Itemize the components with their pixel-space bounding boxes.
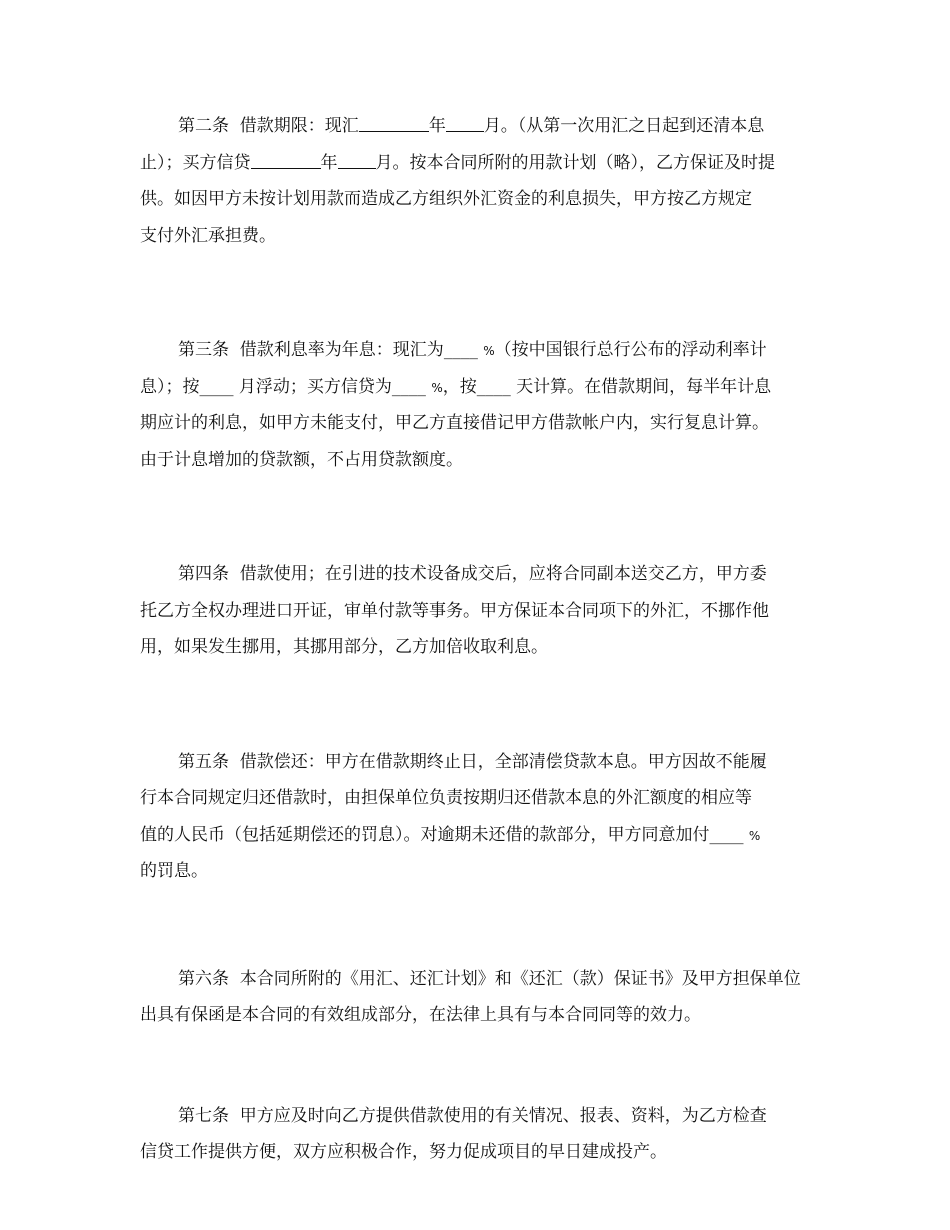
article-5-line-3: 值的人民币（包括延期偿还的罚息）。对逾期未还借的款部分，甲方同意加付____ % — [140, 824, 761, 845]
blank-field: ____ — [476, 376, 511, 397]
blank-field: ____ — [391, 376, 426, 397]
blank-field — [338, 150, 376, 169]
blank-field — [251, 150, 321, 169]
blank-field — [446, 113, 484, 132]
article-7-line-1: 第七条 甲方应及时向乙方提供借款使用的有关情况、报表、资料，为乙方检查 — [178, 1105, 767, 1126]
article-7 — [140, 1098, 812, 1171]
article-4-line-2: 托乙方全权办理进口开证，审单付款等事务。甲方保证本合同项下的外汇，不挪作他 — [140, 600, 769, 621]
article-4 — [140, 556, 812, 666]
blank-field — [359, 113, 429, 132]
article-4-line-1: 第四条 借款使用；在引进的技术设备成交后，应将合同副本送交乙方，甲方委 — [178, 564, 767, 584]
article-2 — [140, 108, 812, 254]
article-5-line-4: 的罚息。 — [140, 861, 208, 881]
blank-field: ____ — [443, 340, 478, 360]
article-2-line-3: 供。如因甲方未按计划用款而造成乙方组织外汇资金的利息损失，甲方按乙方规定 — [140, 189, 752, 209]
article-6-line-2: 出具有保函是本合同的有效组成部分，在法律上具有与本合同同等的效力。 — [140, 1005, 701, 1025]
percent-sign: % — [483, 344, 495, 358]
article-2-line-2: 止）；买方信贷 年 月。按本合同所附的用款计划（略），乙方保证及时提 — [140, 145, 812, 182]
article-2-line-1: 第二条 借款期限：现汇 年 月。（从第一次用汇之日起到还清本息 — [140, 108, 812, 145]
article-4-line-3: 用，如果发生挪用，其挪用部分，乙方加倍收取利息。 — [140, 637, 548, 657]
article-3-line-2: 息）；按____ 月浮动；买方信贷为____ %，按____ 天计算。在借款期间，每半年计息 — [140, 376, 772, 397]
article-7-line-2: 信贷工作提供方便，双方应积极合作，努力促成项目的早日建成投产。 — [140, 1142, 667, 1162]
article-6 — [140, 961, 812, 1034]
contract-page — [140, 108, 812, 1171]
percent-sign: % — [748, 828, 761, 843]
article-5-line-2: 行本合同规定归还借款时，由担保单位负责按期归还借款本息的外汇额度的相应等 — [140, 788, 752, 808]
article-3-line-1: 第三条 借款利息率为年息：现汇为____ %（按中国银行总行公布的浮动利率计 — [178, 340, 767, 360]
percent-sign: % — [431, 380, 443, 395]
article-6-line-1: 第六条 本合同所附的《用汇、还汇计划》和《还汇（款）保证书》及甲方担保单位 — [178, 968, 801, 989]
article-5-line-1: 第五条 借款偿还：甲方在借款期终止日，全部清偿贷款本息。甲方因故不能履 — [178, 751, 767, 772]
article-3 — [140, 332, 812, 478]
blank-field: ____ — [709, 824, 744, 845]
article-2-line-4: 支付外汇承担费。 — [140, 225, 276, 246]
blank-field: ____ — [199, 376, 234, 397]
article-5 — [140, 744, 812, 890]
article-3-line-4: 由于计息增加的贷款额，不占用贷款额度。 — [140, 449, 463, 470]
article-3-line-3: 期应计的利息，如甲方未能支付，甲乙方直接借记甲方借款帐户内，实行复息计算。 — [140, 413, 769, 433]
